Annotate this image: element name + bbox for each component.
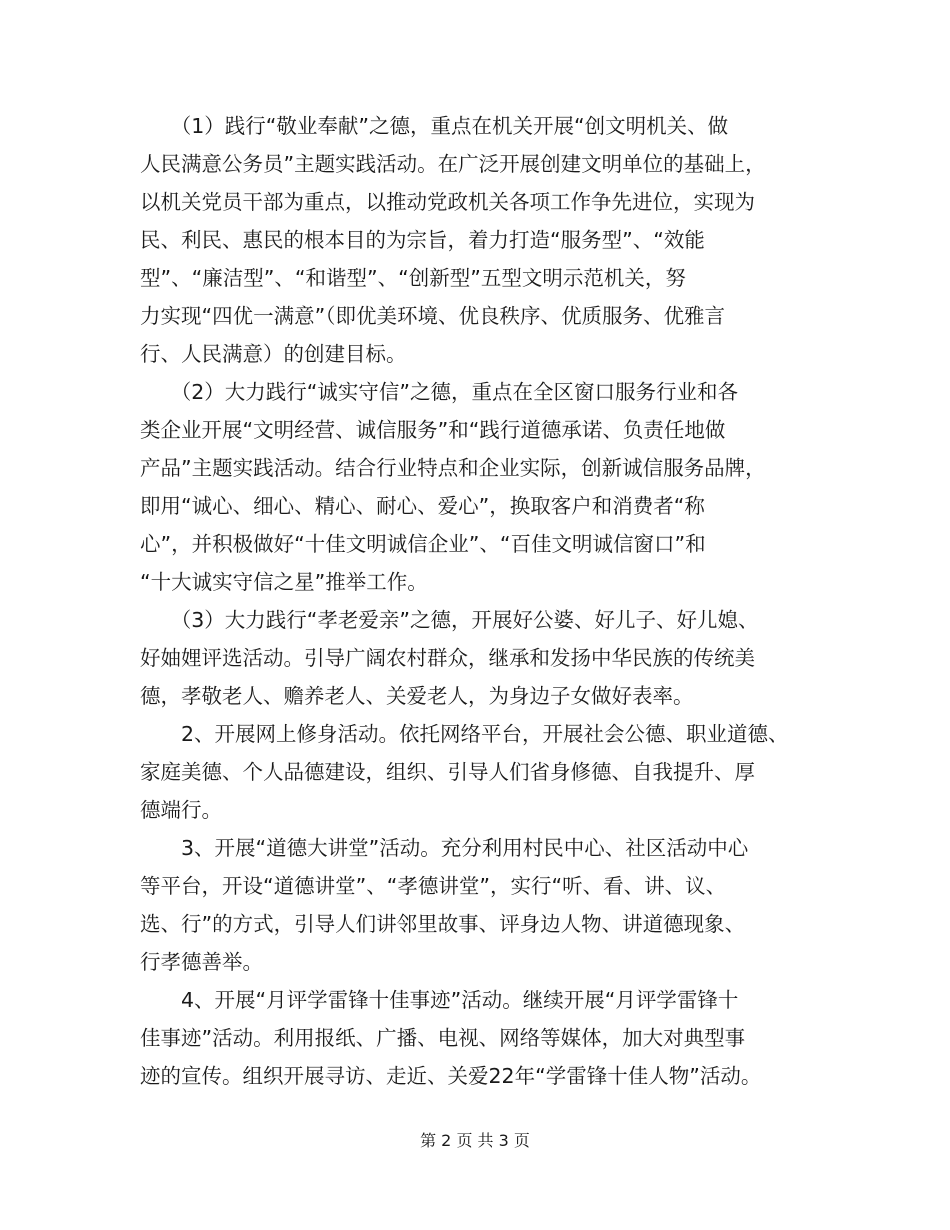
text-line: 德端行。 [140, 798, 222, 822]
text-line: 力实现“四优一满意”（即优美环境、优良秩序、优质服务、优雅言 [140, 304, 725, 328]
paragraph-3 [140, 601, 818, 715]
text-line: 德，孝敬老人、赡养老人、关爱老人，为身边子女做好表率。 [140, 684, 694, 708]
text-line: （2）大力践行“诚实守信”之德，重点在全区窗口服务行业和各 [140, 380, 739, 404]
paragraph-5 [140, 829, 818, 981]
text-line: 以机关党员干部为重点，以推动党政机关各项工作争先进位，实现为 [140, 190, 755, 214]
text-line: 心”，并积极做好“十佳文明诚信企业”、“百佳文明诚信窗口”和 [140, 532, 706, 556]
text-line: 类企业开展“文明经营、诚信服务”和“践行道德承诺、负责任地做 [140, 418, 726, 442]
paragraph-1 [140, 107, 818, 373]
text-line: 行、人民满意）的创建目标。 [140, 342, 407, 366]
text-line: 2、开展网上修身活动。依托网络平台，开展社会公德、职业道德、 [140, 722, 789, 746]
text-line: （3）大力践行“孝老爱亲”之德，开展好公婆、好儿子、好儿媳、 [140, 608, 759, 632]
text-line: 迹的宣传。组织开展寻访、走近、关爱22年“学雷锋十佳人物”活动。 [140, 1064, 762, 1088]
text-line: 选、行”的方式，引导人们讲邻里故事、评身边人物、讲道德现象、 [140, 912, 746, 936]
text-line: 3、开展“道德大讲堂”活动。充分利用村民中心、社区活动中心 [140, 836, 749, 860]
paragraph-6 [140, 981, 818, 1095]
text-line: 好妯娌评选活动。引导广阔农村群众，继承和发扬中华民族的传统美 [140, 646, 755, 670]
text-line: 人民满意公务员”主题实践活动。在广泛开展创建文明单位的基础上， [140, 152, 766, 176]
document-body [140, 107, 818, 1095]
text-line: 即用“诚心、细心、精心、耐心、爱心”，换取客户和消费者“称 [140, 494, 705, 518]
text-line: （1）践行“敬业奉献”之德，重点在机关开展“创文明机关、做 [140, 114, 729, 138]
paragraph-4 [140, 715, 818, 829]
text-line: 民、利民、惠民的根本目的为宗旨，着力打造“服务型”、“效能 [140, 228, 705, 252]
text-line: 等平台，开设“道德讲堂”、“孝德讲堂”，实行“听、看、讲、议、 [140, 874, 727, 898]
text-line: 产品”主题实践活动。结合行业特点和企业实际，创新诚信服务品牌， [140, 456, 766, 480]
text-line: “十大诚实守信之星”推举工作。 [140, 570, 428, 594]
text-line: 家庭美德、个人品德建设，组织、引导人们省身修德、自我提升、厚 [140, 760, 755, 784]
paragraph-2 [140, 373, 818, 601]
text-line: 4、开展“月评学雷锋十佳事迹”活动。继续开展“月评学雷锋十 [140, 988, 739, 1012]
text-line: 佳事迹”活动。利用报纸、广播、电视、网络等媒体，加大对典型事 [140, 1026, 746, 1050]
page-number-footer: 第 2 页 共 3 页 [420, 1131, 530, 1150]
text-line: 行孝德善举。 [140, 950, 263, 974]
text-line: 型”、“廉洁型”、“和谐型”、“创新型”五型文明示范机关，努 [140, 266, 686, 290]
